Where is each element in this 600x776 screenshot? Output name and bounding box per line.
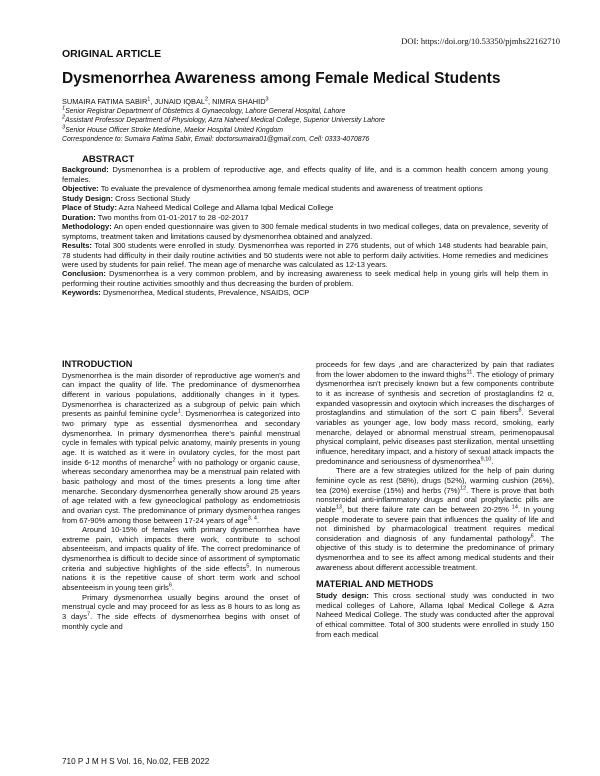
methods-heading: MATERIAL AND METHODS	[316, 579, 434, 590]
abstract-heading: ABSTRACT	[82, 154, 135, 165]
correspondence: Correspondence to: Sumaira Fatima Sabir, Email: doctorsumaira01@gmail.com, Cell: 0333-4070876	[62, 136, 370, 144]
author-3: , NIMRA SHAHID	[208, 97, 266, 106]
left-column	[62, 360, 300, 631]
abstract-results: Results: Total 300 students were enrolled in study. Dysmenorrhea was reported in 276 students, out of which 148 students had bearable pain, 78 students had difficulty in their daily routine activities and 50 students were not able to perform daily activities. Home remedies and medicines were used by students for pain relief. The mean age of menarche was calculated as 12-13 years.	[62, 241, 548, 269]
abstract-conclusion: Conclusion: Dysmenorrhea is a very common problem, and by increasing awareness to seek medical help in young girls will help them in performing their routine activities smoothly and thus decreasing the burden of problem.	[62, 269, 548, 288]
right-column	[316, 360, 554, 639]
abstract-keywords: Keywords: Dysmenorrhea, Medical students, Prevalence, NSAIDS, OCP	[62, 288, 310, 298]
affiliation-3: $^3$Senior House Officer Stroke Medicine, Maelor Hospital United Kingdom	[62, 124, 283, 134]
affiliation-2: $^2$Assistant Professor Department of Physiology, Azra Naheed Medical College, Superior University Lahore	[62, 114, 385, 125]
author-1-ref: 1	[147, 96, 151, 103]
paper-title: Dysmenorrhea Awareness among Female Medical Students	[62, 70, 501, 87]
author-block	[62, 97, 542, 145]
abstract	[62, 155, 548, 298]
abstract-place: Place of Study: Azra Naheed Medical College and Allama Iqbal Medical College	[62, 203, 334, 213]
methods-paragraph-1: Study design: This cross sectional study was conducted in two medical colleges of Lahore, Allama Iqbal Medical College & Azra Naheed Medical College. The study was conducted after the approval of ethical committee. Total of 300 students were enrolled in study 150 from each medical	[316, 591, 554, 639]
author-2: , JUNAID IQBAL	[150, 97, 205, 106]
abstract-duration: Duration: Two months from 01-01-2017 to 28 -02-2017	[62, 212, 249, 222]
doi[interactable]: DOI: https://doi.org/10.53350/pjmhs22162710	[401, 36, 560, 46]
intro-paragraph-1: Dysmenorrhea is the main disorder of reproductive age women's and can impact the quality of life. The predominance of dysmenorrhea different in various populations, additionally changes in it types. Dysmenorrhea is characterized as a subgroup of pelvic pain which presents as painful feminine cycle$^1$. Dysmenorrhea is categorized into two primary type as essential dysmenorrhea and secondary dysmenorrhea. In primary dysmenorrhea there's painful menstrual cycle in females with typical pelvic anatomy, mainly presents in young age. It is watched as it were in ovulatory cycles, for the most part inside 6-12 months of menarche$^2$ with no pathology or organic cause, whereas secondary amenorrhea may be a menstrual pain related with basic pathology and most of the times presents a long time after menarche. Secondary dysmenorrhea generally show around 25 years of age related with a few gyneoclogical pathology as endometriosis and ovarian cyst. The predominance of primary dysmenorrhea ranges from 67-90% among those between 17-24 years of age$^{3, 4}$.	[62, 370, 300, 525]
intro-paragraph-3: Primary dysmenorrhea usually begins around the onset of menstrual cycle and may proceed for as less as 8 hours to as long as 3 days$^7$. The side effects of dysmenorrhea begins with onset of monthly cycle and	[62, 592, 301, 631]
intro-paragraph-4: proceeds for few days ,and are characterized by pain that radiates from the lower abdomen to the inward thighs$^{11}$. The etiology of primary dysmenorrhea isn't precisely known but a few components contribute to it as increase of synthesis and secretion of prostaglandins f2 α, expanded vasopressin and oxytocin which increases the discharges of prostaglandins and stimulation of the sort C pain fibers$^8$. Several variables as younger age, low body mass record, smoking, early menarche, delayed or abnormal menstrual stream, perimenopausal physical complaint, pelvic diseases past sterilization, mental unsettling influence, hereditary impact, and a history of sexual attack impacts the predominance and seriousness of dysmenorrhea$^{9,10}$.	[316, 360, 554, 466]
abstract-methodology: Methodology: An open ended questionnaire was given to 300 female medical students in two medical colleges, data on prevalence, severity of symptoms, treatment taken and limitations caused by dysmenorrhea obtained and analyzed.	[62, 222, 548, 241]
affiliation-1: $^1$Senior Registrar Department of Obstetrics & Gynaecology, Lahore General Hospital, Lahore	[62, 105, 346, 115]
author-1: SUMAIRA FATIMA SABIR	[62, 97, 148, 106]
abstract-objective: Objective: To evaluate the prevalence of dysmenorrhea among female medical students and awareness of treatment options	[62, 184, 483, 194]
author-names	[62, 97, 542, 107]
abstract-design: Study Design: Cross Sectional Study	[62, 193, 190, 203]
introduction-heading: INTRODUCTION	[62, 359, 133, 369]
page-footer: 710 P J M H S Vol. 16, No.02, FEB 2022	[62, 757, 210, 766]
author-2-ref: 2	[204, 96, 209, 103]
abstract-background: Background: Dysmenorrhea is a problem of reproductive age, and effects quality of life, and is a common health concern among young females.	[62, 165, 548, 184]
intro-paragraph-5: There are a few strategies utilized for the help of pain during feminine cycle as rest (58%), drugs (52%), warming cushion (26%), tea (20%) exercise (15%) and herbs $(7\%)^{12}$. There is prove that both nonsteroidal anti-inflammatory drugs and oral prophylactic pills are viable$^{13}$, but there failure rate can be between 20-25% $^{14}$. In young people moderate to severe pain that influences the quality of life and not diminished by pharmacological treatment requires medical consideration and diagnosis of any fundamental pathology$^6$. The objective of this study is to determine the predominance of primary dysmenorrhea and to see its affect among medical students and their awareness about different accessible treatment.	[316, 466, 554, 572]
intro-paragraph-2: Around 10-15% of females with primary dysmenorrhea have extreme pain, which impacts there work, contribute to school absenteeism, and impacts quality of life. The correct predominance of dysmenorrhea is difficult to decide since of assortment of symptomatic criteria and subjective highlights of the side effects$^5$. In numerous nations it is the repetitive cause of short term work and school absenteeism in young teen girls$^6$.	[62, 525, 300, 593]
author-3-ref: 3	[265, 96, 269, 103]
article-type: ORIGINAL ARTICLE	[62, 48, 162, 60]
